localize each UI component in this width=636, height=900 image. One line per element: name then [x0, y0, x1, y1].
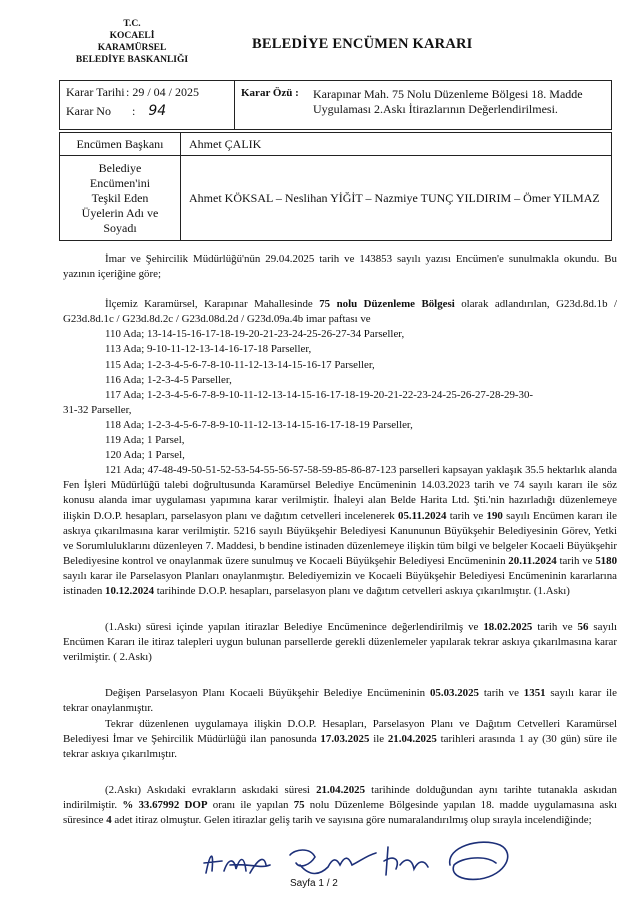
ada-110: 110 Ada; 13-14-15-16-17-18-19-20-21-23-24-25-26-27-34 Parseller,	[105, 328, 405, 341]
decision-body	[63, 252, 617, 828]
signature-1	[204, 856, 270, 873]
paragraph-intro: İmar ve Şehircilik Müdürlüğü'nün 29.04.2025 tarih ve 143853 sayılı yazısı Encümen'e sunulmakla okundu. Bu yazının içeriğine göre;	[63, 253, 617, 281]
text-span: sayılı Encümen Kararı ile itiraz talepleri uygun bulunan parsellerde gerekli düzenlemeler yapılarak tekrar askıya çıkarılmasına karar verilmiştir. ( 2.Askı)	[63, 621, 617, 664]
text-span: İlçemiz Karamürsel, Karapınar Mahallesinde	[105, 298, 320, 311]
text-bold: 75 nolu Düzenleme Bölgesi	[319, 298, 455, 311]
decision-id-cell	[60, 81, 235, 130]
paragraph-history	[63, 463, 617, 599]
text-span: nolu Düzenleme Bölgesinde yapılan 18. madde uygulamasına askı süresince	[63, 798, 617, 826]
chairman-value: Ahmet ÇALIK	[181, 133, 612, 156]
text-span: sayılı karar ile tekrar onaylanmıştır.	[63, 687, 617, 715]
text-bold: 21.04.2025	[316, 783, 366, 796]
signature-2	[290, 850, 376, 874]
chairman-label: Encümen Başkanı	[60, 133, 181, 156]
paragraph-reapproval	[63, 686, 617, 716]
text-span: (2.Askı) Askıdaki evrakların askıdaki süresi	[105, 783, 317, 796]
text-span: 121 Ada; 47-48-49-50-51-52-53-54-55-56-57-58-59-85-86-87-123 parselleri kapsayan yaklaşık 35.5 hektarlık alanda Fen İşleri Müdürlüğü talebi doğrultusunda Karamürsel Belediye Encümeninin 14.03.2023 tarih ve 74 sayılı kararı ile söz konusu alanda imar uygulaması yapımına karar verilmiştir. İhaleyi alan Belde Harita Ltd. Şti.'nin hazırladığı düzenlemeye ilişkin D.O.P. hesapları, parselasyon planı ve dağıtım cetvelleri incelenerek	[63, 464, 617, 522]
signatures	[200, 835, 520, 885]
text-bold: 20.11.2024	[508, 554, 557, 567]
text-span: sayılı Encümen kararı ile askıya çıkarılmasına karar verilmiştir. 5216 sayılı Büyükşehir Belediyesi Kanununun Büyükşehir Belediyesinin Görev, Yetki ve Sorumluluklarını düzenleyen 7. Maddesi, b bendine istinaden düzenlemeye ilişkin tüm bilgi ve belgeler Kocaeli Büyükşehir Belediyesine kontrol ve onaylanmak üzere sunulmuş ve Kocaeli Büyükşehir Belediyesi Encümeninin	[63, 509, 617, 567]
issuer-line-4: BELEDİYE BASKANLIĞI	[75, 55, 189, 65]
text-span: Değişen Parselasyon Planı Kocaeli Büyükşehir Belediye Encümeninin	[105, 687, 430, 700]
paragraph-second-posting	[63, 717, 617, 762]
issuer-line-3: KARAMÜRSEL	[97, 43, 167, 53]
ada-115: 115 Ada; 1-2-3-4-5-6-7-8-10-11-12-13-14-15-16-17 Parseller,	[105, 358, 375, 371]
signature-4	[450, 842, 508, 879]
ada-113: 113 Ada; 9-10-11-12-13-14-16-17-18 Parseller,	[105, 343, 312, 356]
ada-117: 117 Ada; 1-2-3-4-5-6-7-8-9-10-11-12-13-14-15-16-17-18-19-20-21-22-23-24-25-26-27-28-29-30-	[105, 388, 534, 401]
council-members-table	[59, 132, 612, 241]
text-bold: 5180	[595, 554, 618, 567]
text-bold: 18.02.2025	[483, 621, 533, 634]
members-value: Ahmet KÖKSAL – Neslihan YİĞİT – Nazmiye TUNÇ YILDIRIM – Ömer YILMAZ	[181, 156, 612, 241]
paragraph-second-objection	[63, 783, 617, 828]
issuer-line-2: KOCAELİ	[109, 31, 155, 41]
text-span: ile	[369, 732, 388, 745]
text-bold: 1351	[523, 687, 546, 700]
decision-number-colon: :	[132, 104, 136, 118]
decision-number-label: Karar No	[66, 104, 111, 118]
ada-119: 119 Ada; 1 Parsel,	[105, 434, 185, 447]
text-span: (1.Askı) süresi içinde yapılan itirazlar Belediye Encümenince değerlendirilmiş ve	[105, 621, 484, 634]
text-bold: 05.11.2024	[398, 509, 447, 522]
text-bold: 75	[293, 798, 305, 811]
decision-date-value: : 29 / 04 / 2025	[126, 85, 200, 99]
signature-3	[384, 847, 428, 875]
ada-117-cont: 31-32 Parseller,	[63, 403, 132, 416]
decision-summary-label: Karar Özü :	[241, 87, 299, 99]
text-span: tarih ve	[446, 509, 487, 522]
text-span: tarihinde dolduğundan aynı tarihte tutanakla askıdan indirilmiştir.	[63, 783, 617, 811]
text-span: tarih ve	[532, 621, 578, 634]
paragraph-first-objection	[63, 620, 617, 665]
text-span: sayılı karar ile Parselasyon Planları onaylanmıştır. Belediyemizin ve Kocaeli Büyükşehir Belediyesi Encümeninin kararlarına istinaden	[63, 569, 617, 597]
decision-summary-text: Karapınar Mah. 75 Nolu Düzenleme Bölgesi 18. Madde Uygulaması 2.Askı İtirazlarının Değerlendirilmesi.	[313, 87, 583, 116]
text-span: tarihinde D.O.P. hesapları, parselasyon planı ve dağıtım cetvelleri askıya çıkarılmıştır. (1.Askı)	[154, 584, 570, 597]
text-span: olarak adlandırılan, G23d.8d.1b / G23d.8d.1c / G23d.8d.2c / G23d.08d.2d / G23d.09a.4b imar paftası ve	[63, 298, 617, 326]
text-bold: 190	[486, 509, 503, 522]
text-span: Tekrar düzenlenen uygulamaya ilişkin D.O.P. Hesapları, Parselasyon Planı ve Dağıtım Cetvelleri Karamürsel Belediyesi İmar ve Şehircilik Müdürlüğü ilan panosunda	[63, 717, 617, 745]
decision-date-label: Karar Tarihi	[66, 85, 125, 99]
text-bold: 21.04.2025	[387, 732, 437, 745]
paragraph-area	[63, 297, 617, 327]
text-bold: 56	[577, 621, 589, 634]
text-bold: 4	[106, 814, 112, 826]
ada-116: 116 Ada; 1-2-3-4-5 Parseller,	[105, 373, 232, 386]
page-number: Sayfa 1 / 2	[290, 878, 338, 889]
ada-120: 120 Ada; 1 Parsel,	[105, 449, 185, 462]
text-bold: 05.03.2025	[429, 687, 479, 700]
document-title: BELEDİYE ENCÜMEN KARARI	[252, 36, 473, 52]
text-span: tarihleri arasında 1 ay (30 gün) süre ile tekrar askıya çıkarılmıştır.	[63, 732, 617, 760]
decision-summary-cell	[235, 81, 612, 130]
text-bold: % 33.67992 DOP	[122, 798, 208, 811]
text-span: adet itiraz olmuştur. Gelen itirazlar geliş tarih ve sayısına göre numaralandırılmış olup sırayla incelendiğinde;	[111, 814, 592, 826]
text-span: oranı ile yapılan	[207, 798, 294, 811]
text-span: tarih ve	[556, 554, 596, 567]
ada-118: 118 Ada; 1-2-3-4-5-6-7-8-9-10-11-12-13-14-15-16-17-18-19 Parseller,	[105, 418, 413, 431]
text-span: tarih ve	[478, 687, 524, 700]
issuer-line-1: T.C.	[123, 19, 141, 29]
decision-number-value: 94	[148, 103, 167, 119]
issuer-block	[52, 18, 212, 66]
decision-meta-table	[59, 80, 612, 130]
text-bold: 10.12.2024	[105, 584, 155, 597]
members-label: Belediye Encümen'ini Teşkil Eden Üyelerin Adı ve Soyadı	[60, 156, 181, 241]
text-bold: 17.03.2025	[320, 732, 370, 745]
